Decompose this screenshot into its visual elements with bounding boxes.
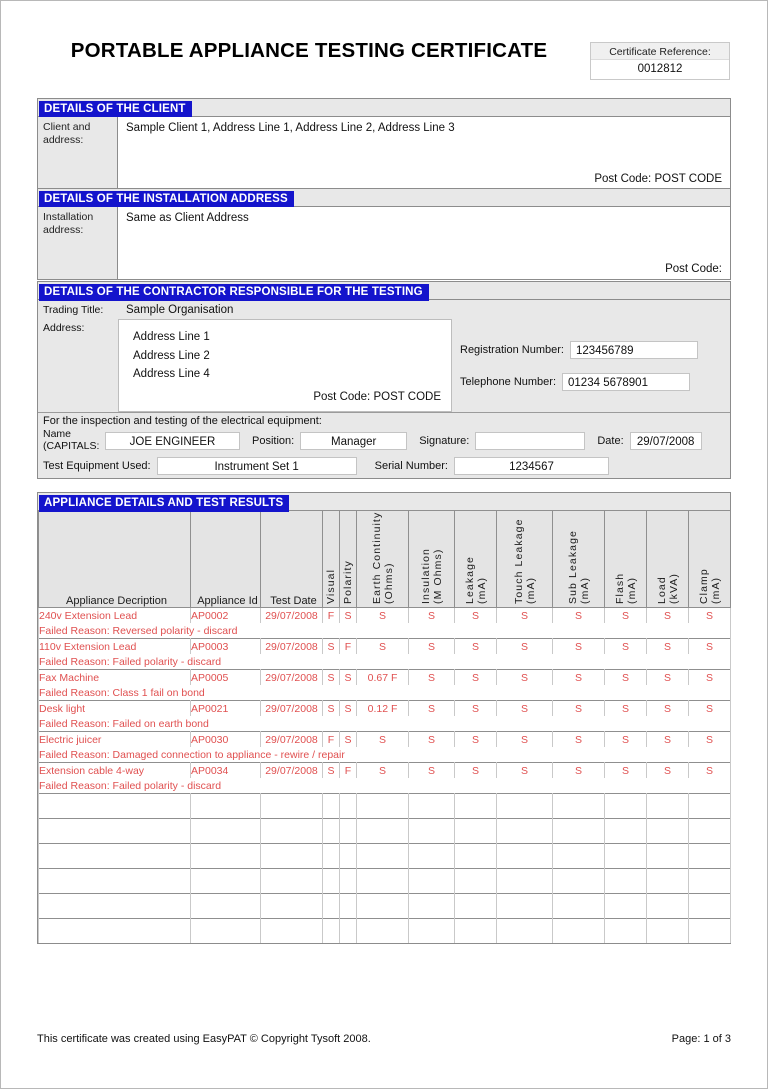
contractor-address-box xyxy=(118,319,452,412)
contractor-address-line-2: Address Line 2 xyxy=(133,349,210,362)
cell-flash: S xyxy=(605,608,647,624)
contractor-section-title: DETAILS OF THE CONTRACTOR RESPONSIBLE FOR THE TESTING xyxy=(39,284,429,301)
cell-empty xyxy=(261,819,323,844)
cell-leakage: S xyxy=(455,670,497,686)
cell-load: S xyxy=(647,732,689,748)
registration-number-field[interactable]: 123456789 xyxy=(570,341,698,359)
signature-label: Signature: xyxy=(419,434,470,447)
column-header-flash xyxy=(605,511,647,608)
telephone-number-label: Telephone Number: xyxy=(460,376,557,388)
title-area xyxy=(1,1,768,93)
column-header-unit: (mA) xyxy=(578,576,591,604)
installation-section xyxy=(37,188,731,280)
cell-empty xyxy=(605,844,647,869)
cell-empty xyxy=(455,819,497,844)
cell-appliance-description: Extension cable 4-way xyxy=(39,763,191,779)
cell-empty xyxy=(323,794,340,819)
cell-empty xyxy=(553,919,605,944)
cell-visual: F xyxy=(323,732,340,748)
column-header-leakage xyxy=(455,511,497,608)
table-row-reason xyxy=(39,716,731,732)
cell-empty xyxy=(647,844,689,869)
installation-section-titlebar xyxy=(38,189,730,206)
column-header-label: Appliance Decription xyxy=(66,595,167,607)
cell-polarity: F xyxy=(340,639,357,655)
cell-visual: S xyxy=(323,763,340,779)
column-header-appliance-id xyxy=(191,511,261,608)
cell-test-date: 29/07/2008 xyxy=(261,701,323,717)
client-address-label: Client and address: xyxy=(38,117,118,189)
cell-test-date: 29/07/2008 xyxy=(261,670,323,686)
cell-empty xyxy=(455,919,497,944)
client-postcode-value: POST CODE xyxy=(654,173,722,185)
cell-empty xyxy=(455,794,497,819)
column-header-sub-leakage xyxy=(553,511,605,608)
cell-empty xyxy=(497,919,553,944)
test-equipment-row xyxy=(38,454,730,478)
cell-empty xyxy=(497,894,553,919)
cell-empty xyxy=(357,869,409,894)
cell-test-date: 29/07/2008 xyxy=(261,639,323,655)
footer-page-number: Page: 1 of 3 xyxy=(671,1033,731,1045)
contractor-section xyxy=(37,281,731,479)
cell-empty xyxy=(191,919,261,944)
cell-empty xyxy=(553,844,605,869)
table-row-reason xyxy=(39,747,731,763)
cell-leakage: S xyxy=(455,763,497,779)
contractor-postcode xyxy=(313,388,441,407)
cell-empty xyxy=(323,894,340,919)
column-header-label: Load (kVA) xyxy=(656,514,680,604)
cell-empty xyxy=(261,869,323,894)
cell-empty xyxy=(689,919,731,944)
results-table-head xyxy=(39,511,731,608)
cell-touch-leakage: S xyxy=(497,763,553,779)
cell-empty xyxy=(191,894,261,919)
cell-sub-leakage: S xyxy=(553,639,605,655)
cell-touch-leakage: S xyxy=(497,701,553,717)
cell-polarity: S xyxy=(340,701,357,717)
cell-load: S xyxy=(647,763,689,779)
cell-clamp: S xyxy=(689,639,731,655)
contractor-postcode-label: Post Code: xyxy=(313,390,371,403)
telephone-number-row xyxy=(460,373,730,391)
cell-appliance-id: AP0005 xyxy=(191,670,261,686)
cell-empty xyxy=(191,794,261,819)
cell-empty xyxy=(553,869,605,894)
cell-earth-continuity: S xyxy=(357,763,409,779)
cell-empty xyxy=(605,869,647,894)
client-postcode xyxy=(594,173,722,185)
trading-title-value: Sample Organisation xyxy=(126,303,234,316)
name-capitals-label: Name (CAPITALS: xyxy=(43,428,100,452)
cell-earth-continuity: S xyxy=(357,608,409,624)
cell-empty xyxy=(357,844,409,869)
cell-empty xyxy=(357,819,409,844)
contractor-address-label: Address: xyxy=(43,322,85,334)
table-row[interactable] xyxy=(39,763,731,779)
cell-empty xyxy=(689,819,731,844)
table-row-empty[interactable] xyxy=(39,869,731,894)
cell-clamp: S xyxy=(689,732,731,748)
cell-flash: S xyxy=(605,639,647,655)
cell-load: S xyxy=(647,639,689,655)
column-header-unit: (mA) xyxy=(709,576,722,604)
installation-address-value: Same as Client Address xyxy=(126,212,249,224)
column-header-touch-leakage xyxy=(497,511,553,608)
cell-insulation: S xyxy=(409,763,455,779)
cell-flash: S xyxy=(605,763,647,779)
cell-sub-leakage: S xyxy=(553,763,605,779)
cell-empty xyxy=(497,819,553,844)
contractor-numbers xyxy=(452,319,730,412)
position-field[interactable]: Manager xyxy=(300,432,407,450)
cell-empty xyxy=(605,894,647,919)
cell-earth-continuity: S xyxy=(357,639,409,655)
cell-empty xyxy=(323,844,340,869)
column-header-unit: (Ohms) xyxy=(382,562,395,604)
cell-sub-leakage: S xyxy=(553,670,605,686)
cell-empty xyxy=(191,819,261,844)
signature-field[interactable] xyxy=(475,432,585,450)
table-row-reason xyxy=(39,654,731,670)
client-section xyxy=(37,98,731,190)
column-header-unit: (mA) xyxy=(524,576,537,604)
column-header-label: Insulation (M Ohms) xyxy=(420,514,444,604)
footer-credit: This certificate was created using EasyPAT © Copyright Tysoft 2008. xyxy=(37,1033,371,1045)
table-row[interactable] xyxy=(39,732,731,748)
cell-empty xyxy=(191,869,261,894)
cell-appliance-id: AP0021 xyxy=(191,701,261,717)
cell-empty xyxy=(497,844,553,869)
cell-flash: S xyxy=(605,732,647,748)
cell-appliance-description: Electric juicer xyxy=(39,732,191,748)
column-header-label: Leakage (mA) xyxy=(464,514,488,604)
column-header-load xyxy=(647,511,689,608)
cell-failed-reason: Failed Reason: Failed on earth bond xyxy=(39,716,731,732)
client-postcode-label: Post Code: xyxy=(594,173,652,185)
cell-touch-leakage: S xyxy=(497,732,553,748)
cell-test-date: 29/07/2008 xyxy=(261,732,323,748)
cell-test-date: 29/07/2008 xyxy=(261,763,323,779)
cell-appliance-id: AP0030 xyxy=(191,732,261,748)
cell-clamp: S xyxy=(689,608,731,624)
cell-empty xyxy=(647,894,689,919)
cell-empty xyxy=(647,794,689,819)
cell-load: S xyxy=(647,608,689,624)
installation-postcode xyxy=(665,263,722,275)
cell-empty xyxy=(497,869,553,894)
cell-sub-leakage: S xyxy=(553,701,605,717)
contractor-address-line-1: Address Line 1 xyxy=(133,331,210,343)
cell-insulation: S xyxy=(409,670,455,686)
cell-empty xyxy=(553,794,605,819)
cell-visual: S xyxy=(323,701,340,717)
cell-leakage: S xyxy=(455,701,497,717)
cell-polarity: S xyxy=(340,732,357,748)
installation-address-body xyxy=(118,207,730,279)
cell-earth-continuity: 0.12 F xyxy=(357,701,409,717)
column-header-unit: (mA) xyxy=(475,576,488,604)
cell-insulation: S xyxy=(409,701,455,717)
serial-number-label: Serial Number: xyxy=(374,459,448,472)
column-header-appliance-description xyxy=(39,511,191,608)
cell-empty xyxy=(647,869,689,894)
certificate-reference-value: 0012812 xyxy=(591,59,729,79)
cell-empty xyxy=(39,894,191,919)
cell-empty xyxy=(39,794,191,819)
cell-empty xyxy=(340,794,357,819)
cell-empty xyxy=(689,794,731,819)
contractor-postcode-value: POST CODE xyxy=(373,390,441,403)
client-address-body xyxy=(118,117,730,189)
page-title: PORTABLE APPLIANCE TESTING CERTIFICATE xyxy=(70,39,548,62)
cell-empty xyxy=(323,819,340,844)
cell-sub-leakage: S xyxy=(553,732,605,748)
cell-visual: F xyxy=(323,608,340,624)
cell-empty xyxy=(39,869,191,894)
cell-empty xyxy=(647,819,689,844)
cell-empty xyxy=(39,919,191,944)
cell-empty xyxy=(409,844,455,869)
client-section-titlebar xyxy=(38,99,730,116)
cell-empty xyxy=(39,819,191,844)
cell-failed-reason: Failed Reason: Reversed polarity - discard xyxy=(39,623,731,639)
cell-empty xyxy=(340,919,357,944)
position-label: Position: xyxy=(252,434,295,447)
cell-empty xyxy=(647,919,689,944)
contractor-address-line-3: Address Line 4 xyxy=(133,368,210,380)
table-row-empty[interactable] xyxy=(39,844,731,869)
cell-test-date: 29/07/2008 xyxy=(261,608,323,624)
inspection-note: For the inspection and testing of the electrical equipment: xyxy=(38,412,730,428)
table-row-empty[interactable] xyxy=(39,819,731,844)
table-row[interactable] xyxy=(39,670,731,686)
column-header-label: Test Date xyxy=(270,595,317,607)
cell-earth-continuity: S xyxy=(357,732,409,748)
certificate-reference-label: Certificate Reference: xyxy=(591,43,729,59)
cell-sub-leakage: S xyxy=(553,608,605,624)
cell-failed-reason: Failed Reason: Failed polarity - discard xyxy=(39,778,731,794)
table-row-empty[interactable] xyxy=(39,794,731,819)
contractor-section-titlebar xyxy=(38,282,730,299)
installation-address-row xyxy=(38,206,730,279)
cell-empty xyxy=(605,794,647,819)
cell-touch-leakage: S xyxy=(497,639,553,655)
trading-title-label: Trading Title: xyxy=(43,303,104,316)
cell-insulation: S xyxy=(409,732,455,748)
cell-leakage: S xyxy=(455,608,497,624)
cell-appliance-description: Desk light xyxy=(39,701,191,717)
cell-empty xyxy=(455,844,497,869)
column-header-label: Flash (mA) xyxy=(614,514,638,604)
cell-touch-leakage: S xyxy=(497,608,553,624)
cell-empty xyxy=(689,869,731,894)
column-header-unit: (M Ohms) xyxy=(431,548,444,604)
cell-empty xyxy=(39,844,191,869)
results-section xyxy=(37,492,731,944)
column-header-label: Touch Leakage (mA) xyxy=(513,514,537,604)
cell-leakage: S xyxy=(455,639,497,655)
cell-failed-reason: Failed Reason: Damaged connection to appliance - rewire / repair xyxy=(39,747,731,763)
column-header-earth-continuity xyxy=(357,511,409,608)
cell-load: S xyxy=(647,670,689,686)
cell-empty xyxy=(605,919,647,944)
date-label: Date: xyxy=(597,434,624,447)
column-header-visual xyxy=(323,511,340,608)
table-row-reason xyxy=(39,778,731,794)
column-header-label: Clamp (mA) xyxy=(698,514,722,604)
cell-empty xyxy=(409,794,455,819)
cell-insulation: S xyxy=(409,639,455,655)
cell-empty xyxy=(323,869,340,894)
cell-earth-continuity: 0.67 F xyxy=(357,670,409,686)
test-equipment-field[interactable]: Instrument Set 1 xyxy=(157,457,357,475)
cell-empty xyxy=(191,844,261,869)
cell-clamp: S xyxy=(689,670,731,686)
cell-empty xyxy=(409,819,455,844)
column-header-label: Polarity xyxy=(342,560,354,604)
cell-failed-reason: Failed Reason: Class 1 fail on bond xyxy=(39,685,731,701)
column-header-unit: (mA) xyxy=(625,576,638,604)
page-footer xyxy=(37,1033,731,1045)
installation-section-title: DETAILS OF THE INSTALLATION ADDRESS xyxy=(39,191,294,208)
cell-empty xyxy=(261,844,323,869)
cell-empty xyxy=(497,794,553,819)
cell-appliance-id: AP0002 xyxy=(191,608,261,624)
cell-empty xyxy=(553,894,605,919)
table-row[interactable] xyxy=(39,701,731,717)
cell-empty xyxy=(340,894,357,919)
table-row-reason xyxy=(39,685,731,701)
client-address-value: Sample Client 1, Address Line 1, Address Line 2, Address Line 3 xyxy=(126,122,455,134)
column-header-label: Appliance Id xyxy=(197,595,258,607)
inspection-name-row xyxy=(38,428,730,454)
cell-empty xyxy=(261,894,323,919)
client-address-row xyxy=(38,116,730,189)
results-header-row xyxy=(39,511,731,608)
cell-appliance-id: AP0003 xyxy=(191,639,261,655)
cell-empty xyxy=(455,869,497,894)
cell-empty xyxy=(261,794,323,819)
cell-touch-leakage: S xyxy=(497,670,553,686)
table-row-empty[interactable] xyxy=(39,919,731,944)
cell-visual: S xyxy=(323,670,340,686)
results-table xyxy=(38,510,731,943)
cell-empty xyxy=(323,919,340,944)
engineer-name-field[interactable]: JOE ENGINEER xyxy=(105,432,240,450)
cell-appliance-description: 240v Extension Lead xyxy=(39,608,191,624)
cell-empty xyxy=(409,894,455,919)
cell-appliance-description: Fax Machine xyxy=(39,670,191,686)
serial-number-field[interactable]: 1234567 xyxy=(454,457,609,475)
cell-empty xyxy=(340,869,357,894)
installation-postcode-label: Post Code: xyxy=(665,263,722,275)
telephone-number-field[interactable]: 01234 5678901 xyxy=(562,373,690,391)
cell-appliance-description: 110v Extension Lead xyxy=(39,639,191,655)
cell-empty xyxy=(689,844,731,869)
installation-address-label: Installation address: xyxy=(38,207,118,279)
cell-empty xyxy=(357,794,409,819)
cell-polarity: S xyxy=(340,670,357,686)
cell-appliance-id: AP0034 xyxy=(191,763,261,779)
certificate-reference-box xyxy=(590,42,730,80)
results-table-body xyxy=(39,608,731,944)
contractor-address-row xyxy=(38,319,730,412)
cell-empty xyxy=(689,894,731,919)
registration-number-label: Registration Number: xyxy=(460,344,564,356)
registration-number-row xyxy=(460,341,730,359)
column-header-label: Visual xyxy=(325,568,337,604)
cell-leakage: S xyxy=(455,732,497,748)
cell-empty xyxy=(357,919,409,944)
results-section-titlebar xyxy=(38,493,730,510)
table-row-empty[interactable] xyxy=(39,894,731,919)
cell-flash: S xyxy=(605,670,647,686)
column-header-test-date xyxy=(261,511,323,608)
cell-empty xyxy=(455,894,497,919)
cell-clamp: S xyxy=(689,763,731,779)
column-header-label: Sub Leakage (mA) xyxy=(567,514,591,604)
cell-empty xyxy=(261,919,323,944)
cell-flash: S xyxy=(605,701,647,717)
column-header-polarity xyxy=(340,511,357,608)
trading-title-row xyxy=(38,299,730,319)
cell-insulation: S xyxy=(409,608,455,624)
column-header-label: Earth Continuity (Ohms) xyxy=(370,511,395,604)
table-row[interactable] xyxy=(39,639,731,655)
results-section-title: APPLIANCE DETAILS AND TEST RESULTS xyxy=(39,495,289,512)
cell-empty xyxy=(409,919,455,944)
cell-clamp: S xyxy=(689,701,731,717)
cell-failed-reason: Failed Reason: Failed polarity - discard xyxy=(39,654,731,670)
cell-visual: S xyxy=(323,639,340,655)
cell-empty xyxy=(553,819,605,844)
table-row-reason xyxy=(39,623,731,639)
date-field[interactable]: 29/07/2008 xyxy=(630,432,702,450)
column-header-insulation xyxy=(409,511,455,608)
cell-empty xyxy=(357,894,409,919)
cell-polarity: S xyxy=(340,608,357,624)
cell-empty xyxy=(605,819,647,844)
cell-load: S xyxy=(647,701,689,717)
cell-empty xyxy=(340,844,357,869)
column-header-clamp xyxy=(689,511,731,608)
column-header-unit: (kVA) xyxy=(667,573,680,604)
cell-empty xyxy=(409,869,455,894)
test-equipment-label: Test Equipment Used: xyxy=(43,459,151,472)
client-section-title: DETAILS OF THE CLIENT xyxy=(39,101,192,118)
cell-empty xyxy=(340,819,357,844)
cell-polarity: F xyxy=(340,763,357,779)
